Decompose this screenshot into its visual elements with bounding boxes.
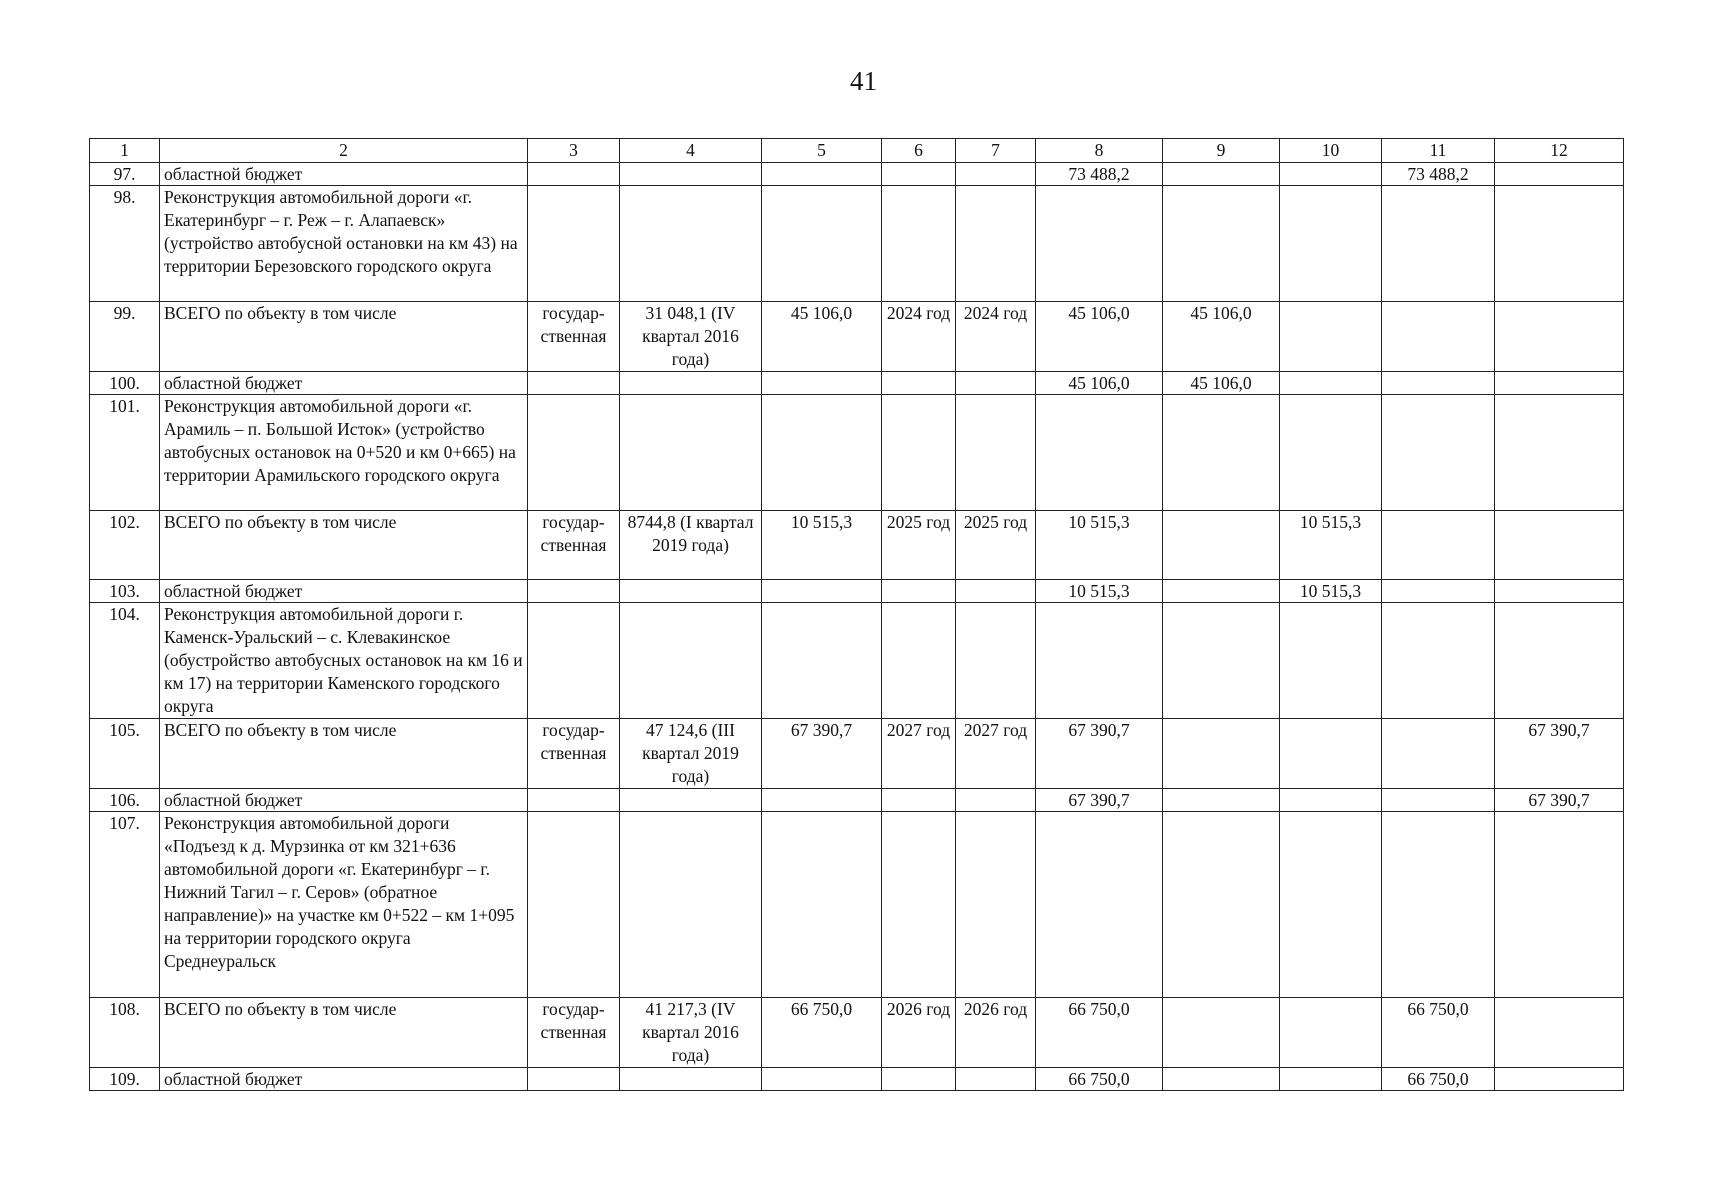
cell-year-3 [1382,186,1495,302]
cell-estimated-cost [620,812,762,998]
cell-year-1 [1163,163,1280,186]
row-number: 107. [90,812,160,998]
row-number: 103. [90,580,160,603]
cell-year-2 [1280,372,1382,395]
cell-total: 67 390,7 [1036,789,1163,812]
cell-year-4: 67 390,7 [1495,719,1624,789]
cell-start-year [882,163,956,186]
cell-year-1 [1163,998,1280,1068]
cell-end-year [956,603,1036,719]
cell-estimated-cost [620,163,762,186]
column-header: 2 [160,139,528,163]
cell-end-year [956,812,1036,998]
cell-year-4 [1495,163,1624,186]
cell-year-1 [1163,719,1280,789]
table-row [90,1068,1624,1091]
cell-end-year [956,789,1036,812]
row-name: Реконструкция автомобильной дороги «г. Екатеринбург – г. Реж – г. Алапаевск» (устройство автобусной остановки на км 43) на территории Березовского городского округа [160,186,528,302]
table-row [90,812,1624,998]
cell-total: 66 750,0 [1036,1068,1163,1091]
cell-year-4 [1495,511,1624,580]
column-header: 5 [762,139,882,163]
cell-start-year [882,395,956,511]
cell-year-1 [1163,186,1280,302]
row-name: областной бюджет [160,580,528,603]
column-header: 10 [1280,139,1382,163]
cell-ownership [528,580,620,603]
table-row [90,580,1624,603]
column-header: 1 [90,139,160,163]
cell-year-4 [1495,998,1624,1068]
cell-year-4 [1495,395,1624,511]
cell-total: 10 515,3 [1036,580,1163,603]
cell-total-cost [762,580,882,603]
cell-year-1 [1163,395,1280,511]
table-row [90,372,1624,395]
cell-total-cost [762,186,882,302]
cell-total-cost: 67 390,7 [762,719,882,789]
row-name: ВСЕГО по объекту в том числе [160,511,528,580]
cell-year-4 [1495,302,1624,372]
cell-ownership [528,163,620,186]
cell-year-2 [1280,812,1382,998]
cell-estimated-cost [620,395,762,511]
column-header: 3 [528,139,620,163]
cell-total [1036,395,1163,511]
cell-end-year [956,395,1036,511]
cell-year-3: 66 750,0 [1382,1068,1495,1091]
table-row [90,186,1624,302]
cell-ownership: государ-ственная [528,998,620,1068]
cell-total-cost: 66 750,0 [762,998,882,1068]
cell-estimated-cost [620,1068,762,1091]
row-number: 100. [90,372,160,395]
cell-year-3: 73 488,2 [1382,163,1495,186]
cell-estimated-cost: 41 217,3 (IV квартал 2016 года) [620,998,762,1068]
cell-total [1036,812,1163,998]
row-name: Реконструкция автомобильной дороги «г. Арамиль – п. Большой Исток» (устройство автобусных остановок на 0+520 и км 0+665) на территории Арамильского городского округа [160,395,528,511]
cell-year-2 [1280,998,1382,1068]
table-row [90,395,1624,511]
cell-ownership: государ-ственная [528,302,620,372]
row-number: 104. [90,603,160,719]
cell-total-cost [762,395,882,511]
cell-estimated-cost [620,789,762,812]
cell-ownership [528,603,620,719]
cell-year-4 [1495,812,1624,998]
row-number: 102. [90,511,160,580]
row-name: областной бюджет [160,163,528,186]
cell-total-cost [762,1068,882,1091]
cell-total-cost: 45 106,0 [762,302,882,372]
cell-total [1036,186,1163,302]
row-number: 101. [90,395,160,511]
row-number: 108. [90,998,160,1068]
cell-start-year [882,1068,956,1091]
cell-end-year [956,372,1036,395]
cell-estimated-cost [620,372,762,395]
cell-start-year [882,372,956,395]
cell-year-2 [1280,603,1382,719]
cell-start-year [882,789,956,812]
cell-start-year: 2025 год [882,511,956,580]
row-name: ВСЕГО по объекту в том числе [160,998,528,1068]
cell-estimated-cost: 31 048,1 (IV квартал 2016 года) [620,302,762,372]
cell-year-4 [1495,1068,1624,1091]
cell-start-year: 2024 год [882,302,956,372]
row-number: 97. [90,163,160,186]
row-name: областной бюджет [160,1068,528,1091]
cell-start-year: 2026 год [882,998,956,1068]
cell-ownership [528,812,620,998]
row-name: областной бюджет [160,789,528,812]
cell-year-4: 67 390,7 [1495,789,1624,812]
row-number: 109. [90,1068,160,1091]
cell-year-1: 45 106,0 [1163,372,1280,395]
cell-year-1 [1163,1068,1280,1091]
cell-total: 45 106,0 [1036,302,1163,372]
table-header-row [90,139,1624,163]
cell-year-3 [1382,719,1495,789]
cell-end-year: 2026 год [956,998,1036,1068]
cell-end-year: 2027 год [956,719,1036,789]
cell-ownership [528,789,620,812]
cell-year-1 [1163,789,1280,812]
cell-estimated-cost [620,186,762,302]
cell-total-cost [762,812,882,998]
cell-ownership [528,372,620,395]
budget-table [89,138,1624,1091]
column-header: 7 [956,139,1036,163]
table-row [90,719,1624,789]
row-name: Реконструкция автомобильной дороги «Подъезд к д. Мурзинка от км 321+636 автомобильной дороги «г. Екатеринбург – г. Нижний Тагил – г. Серов» (обратное направление)» на участке км 0+522 – км 1+095 на территории городского округа Среднеуральск [160,812,528,998]
cell-end-year: 2024 год [956,302,1036,372]
cell-ownership: государ-ственная [528,511,620,580]
row-number: 105. [90,719,160,789]
cell-total: 10 515,3 [1036,511,1163,580]
cell-total: 45 106,0 [1036,372,1163,395]
cell-year-2: 10 515,3 [1280,580,1382,603]
cell-total-cost [762,372,882,395]
cell-start-year [882,580,956,603]
column-header: 12 [1495,139,1624,163]
cell-estimated-cost: 8744,8 (I квартал 2019 года) [620,511,762,580]
column-header: 8 [1036,139,1163,163]
cell-year-3 [1382,395,1495,511]
cell-start-year [882,603,956,719]
column-header: 9 [1163,139,1280,163]
row-name: ВСЕГО по объекту в том числе [160,302,528,372]
table-row [90,511,1624,580]
cell-end-year [956,163,1036,186]
cell-estimated-cost: 47 124,6 (III квартал 2019 года) [620,719,762,789]
cell-estimated-cost [620,580,762,603]
cell-year-1 [1163,603,1280,719]
cell-year-2 [1280,789,1382,812]
cell-total: 66 750,0 [1036,998,1163,1068]
cell-year-3 [1382,580,1495,603]
cell-total-cost: 10 515,3 [762,511,882,580]
row-name: Реконструкция автомобильной дороги г. Каменск-Уральский – с. Клевакинское (обустройство автобусных остановок на км 16 и км 17) на территории Каменского городского округа [160,603,528,719]
table-row [90,302,1624,372]
row-name: ВСЕГО по объекту в том числе [160,719,528,789]
cell-total [1036,603,1163,719]
cell-year-3 [1382,789,1495,812]
cell-total-cost [762,603,882,719]
cell-year-3 [1382,372,1495,395]
row-number: 99. [90,302,160,372]
cell-year-2 [1280,395,1382,511]
cell-ownership [528,395,620,511]
table-row [90,603,1624,719]
cell-ownership [528,186,620,302]
cell-year-3 [1382,511,1495,580]
cell-ownership [528,1068,620,1091]
cell-year-4 [1495,186,1624,302]
cell-year-1 [1163,812,1280,998]
cell-year-2: 10 515,3 [1280,511,1382,580]
cell-start-year [882,812,956,998]
cell-estimated-cost [620,603,762,719]
cell-year-2 [1280,163,1382,186]
page-number: 41 [850,66,877,96]
cell-year-2 [1280,719,1382,789]
cell-year-3 [1382,812,1495,998]
cell-total: 73 488,2 [1036,163,1163,186]
row-number: 106. [90,789,160,812]
column-header: 11 [1382,139,1495,163]
row-number: 98. [90,186,160,302]
cell-year-4 [1495,580,1624,603]
cell-year-3 [1382,603,1495,719]
cell-ownership: государ-ственная [528,719,620,789]
cell-start-year [882,186,956,302]
cell-end-year: 2025 год [956,511,1036,580]
cell-year-1 [1163,580,1280,603]
cell-year-3: 66 750,0 [1382,998,1495,1068]
cell-total-cost [762,163,882,186]
cell-start-year: 2027 год [882,719,956,789]
cell-total: 67 390,7 [1036,719,1163,789]
cell-end-year [956,186,1036,302]
row-name: областной бюджет [160,372,528,395]
table-row [90,163,1624,186]
cell-end-year [956,580,1036,603]
cell-year-2 [1280,302,1382,372]
cell-year-2 [1280,1068,1382,1091]
column-header: 6 [882,139,956,163]
table-row [90,789,1624,812]
table-row [90,998,1624,1068]
cell-year-4 [1495,372,1624,395]
cell-year-1 [1163,511,1280,580]
cell-year-4 [1495,603,1624,719]
column-header: 4 [620,139,762,163]
cell-year-1: 45 106,0 [1163,302,1280,372]
cell-year-2 [1280,186,1382,302]
cell-end-year [956,1068,1036,1091]
cell-year-3 [1382,302,1495,372]
cell-total-cost [762,789,882,812]
